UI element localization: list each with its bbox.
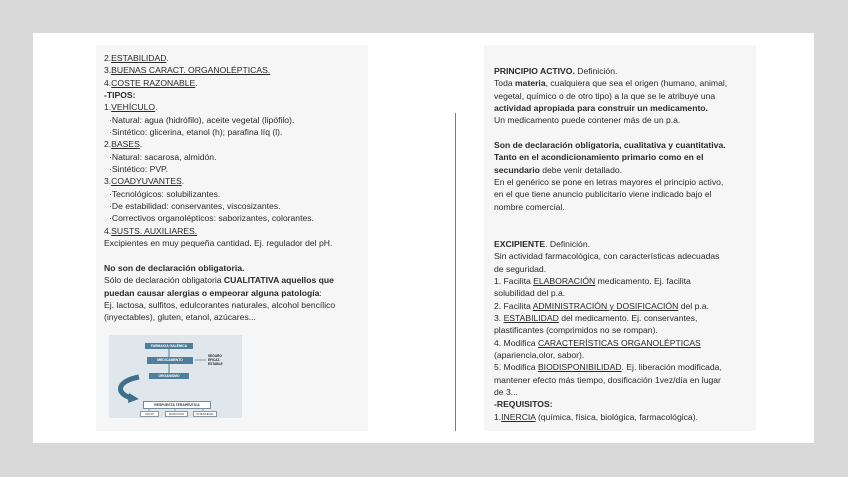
text-line xyxy=(494,151,727,163)
text-segment: ELABORACIÓN xyxy=(533,275,596,286)
text-line xyxy=(494,127,727,139)
text-segment: en el que tiene anuncio publicitario viene indicado bajo el xyxy=(494,189,712,200)
text-line xyxy=(494,250,727,262)
text-segment: Sólo de declaración obligatoria xyxy=(104,275,224,286)
text-segment: 2. xyxy=(104,139,112,150)
text-line xyxy=(104,163,335,175)
text-segment: 4. Modifica xyxy=(494,337,538,348)
diagram-seguro-label: SEGURO xyxy=(208,354,222,358)
text-line xyxy=(104,287,335,299)
text-line xyxy=(104,138,335,150)
text-line xyxy=(494,312,727,324)
text-segment: ·Tecnológicos: solubilizantes. xyxy=(109,188,221,199)
text-segment: ·Natural: sacarosa, almidón. xyxy=(109,151,217,162)
text-line xyxy=(494,411,727,423)
text-line xyxy=(494,176,727,188)
text-segment: 1. xyxy=(494,411,502,422)
right-note-card xyxy=(484,45,756,431)
text-segment: actividad apropiada para construir un medicamento. xyxy=(494,103,708,114)
text-segment: medicamento. Ej. facilita xyxy=(595,275,691,286)
text-segment: 2. xyxy=(104,53,112,63)
text-segment: 3. xyxy=(494,312,504,323)
text-line xyxy=(494,114,727,126)
text-line xyxy=(494,374,727,386)
text-segment: ADMINISTRACIÓN y DOSIFICACIÓN xyxy=(532,300,679,311)
text-line xyxy=(104,212,335,224)
text-segment: VEHÍCULO xyxy=(111,102,156,113)
text-segment: secundario xyxy=(494,164,540,175)
text-line xyxy=(494,275,727,287)
text-line xyxy=(104,262,335,274)
left-note-text xyxy=(104,52,335,324)
text-line xyxy=(104,126,335,138)
text-line xyxy=(104,101,335,113)
text-segment: . Ej. liberación modificada, xyxy=(621,362,722,373)
text-segment: (apariencia,olor, sabor). xyxy=(494,349,585,360)
diagram-respuesta-box: RESPUESTA TERAPÉUTICA xyxy=(143,401,211,409)
text-segment: 4. xyxy=(104,225,112,236)
text-segment: vegetal, químico o de otro tipo) a la que se le atribuye una xyxy=(494,90,716,101)
diagram-farmacia-box: FARMACIA GALÉNICA xyxy=(145,343,193,349)
text-segment: ·Sintético: PVP. xyxy=(109,164,169,175)
text-segment: ·Natural: agua (hidrófilo), aceite vegetal (lipófilo). xyxy=(109,114,295,125)
text-line xyxy=(494,102,727,114)
text-line xyxy=(104,250,335,262)
text-segment: solubilidad del p.a. xyxy=(494,288,566,299)
text-line xyxy=(104,237,335,249)
diagram-medicamento-box: MEDICAMENTO xyxy=(147,357,193,364)
text-segment: Sin actividad farmacológica, con características adecuadas xyxy=(494,251,720,262)
text-segment: de 3... xyxy=(494,386,518,397)
text-line xyxy=(494,90,727,102)
text-segment: No son de declaración obligatoria. xyxy=(104,262,245,273)
text-line xyxy=(104,299,335,311)
text-segment: Tanto en el acondicionamiento primario como en el xyxy=(494,152,704,163)
text-line xyxy=(494,287,727,299)
text-segment: BUENAS CARACT. ORGANOLÉPTICAS. xyxy=(111,65,271,76)
text-line xyxy=(104,64,335,76)
text-segment: nombre comercial. xyxy=(494,201,565,212)
text-line xyxy=(494,213,727,225)
text-line xyxy=(494,398,727,410)
text-segment: ·Sintético: glicerina, etanol (h); parafina líq (l). xyxy=(109,127,283,138)
text-line xyxy=(494,65,727,77)
farmacia-galenica-diagram xyxy=(109,335,242,418)
text-segment: ESTABILIDAD xyxy=(111,53,167,63)
text-line xyxy=(494,77,727,89)
text-line xyxy=(104,151,335,163)
right-note-text xyxy=(494,65,727,423)
text-line xyxy=(104,89,335,101)
diagram-inicio-box: INICIO xyxy=(140,411,159,417)
diagram-intensidad-box: INTENSIDAD xyxy=(193,411,217,417)
text-segment: (química, física, biológica, farmacológica). xyxy=(535,411,698,422)
diagram-duracion-box: DURACIÓN xyxy=(165,411,188,417)
diagram-estable-label: ESTABLE xyxy=(208,362,223,366)
text-line xyxy=(104,225,335,237)
text-segment: . Definición. xyxy=(545,238,591,249)
text-line xyxy=(494,188,727,200)
text-segment: Son de declaración obligatoria, cualitativa y cuantitativa. xyxy=(494,140,726,151)
text-segment: BASES xyxy=(111,139,140,150)
text-segment: CUALITATIVA aquellos que xyxy=(223,275,334,286)
text-segment: -REQUISITOS: xyxy=(494,399,553,410)
text-line xyxy=(104,52,335,64)
text-segment: 4. xyxy=(104,77,112,88)
text-line xyxy=(494,324,727,336)
text-segment: puedan causar alergias o empeorar alguna patología xyxy=(104,287,320,298)
text-segment: CARACTERÍSTICAS ORGANOLÉPTICAS xyxy=(537,337,701,348)
text-segment: . xyxy=(166,53,169,63)
text-segment: 3. xyxy=(104,65,112,76)
text-line xyxy=(104,77,335,89)
text-line xyxy=(494,201,727,213)
text-line xyxy=(104,188,335,200)
document-page xyxy=(33,33,814,443)
text-segment: . xyxy=(181,176,185,187)
text-segment: ESTABILIDAD xyxy=(503,312,559,323)
text-segment: . xyxy=(139,139,143,150)
text-line xyxy=(494,349,727,361)
text-segment: Un medicamento puede contener más de un p.a. xyxy=(494,115,681,126)
text-segment: , cualquiera que sea el origen (humano, animal, xyxy=(545,78,728,89)
text-line xyxy=(104,274,335,286)
text-line xyxy=(104,311,335,323)
text-line xyxy=(494,238,727,250)
text-segment: En el genérico se pone en letras mayores el principio activo, xyxy=(494,177,724,188)
text-segment: COSTE RAZONABLE xyxy=(111,77,196,88)
text-segment: PRINCIPIO ACTIVO. xyxy=(494,66,575,76)
text-segment: 3. xyxy=(104,176,112,187)
text-segment: INERCIA xyxy=(501,411,536,422)
text-segment: plastificantes (comprimidos no se rompan). xyxy=(494,325,658,336)
text-segment: BIODISPONIBILIDAD xyxy=(537,362,622,373)
text-line xyxy=(104,175,335,187)
text-segment: . xyxy=(195,77,198,88)
text-line xyxy=(494,263,727,275)
text-segment: debe venir detallado. xyxy=(539,164,623,175)
text-line xyxy=(494,337,727,349)
column-divider xyxy=(455,113,456,431)
text-segment: 1. Facilita xyxy=(494,275,534,286)
text-segment: de seguridad. xyxy=(494,263,547,274)
diagram-eficaz-label: EFICAZ xyxy=(208,358,220,362)
text-segment: : xyxy=(319,287,322,298)
text-line xyxy=(494,164,727,176)
text-line xyxy=(494,361,727,373)
text-segment: (inyectables), gluten, etanol, azúcares... xyxy=(104,312,256,323)
text-segment: COADYUVANTES xyxy=(111,176,182,187)
text-line xyxy=(494,300,727,312)
text-line xyxy=(494,386,727,398)
text-line xyxy=(494,225,727,237)
left-note-card xyxy=(96,45,368,431)
text-segment: ·De estabilidad: conservantes, viscosizantes. xyxy=(109,201,281,212)
text-segment: . xyxy=(155,102,158,113)
text-segment: Excipientes en muy pequeña cantidad. Ej. regulador del pH. xyxy=(104,238,333,249)
text-segment: Toda xyxy=(494,78,516,89)
text-segment: Definición. xyxy=(574,66,618,76)
text-segment: SUSTS. AUXILIARES. xyxy=(111,225,198,236)
text-segment: ·Correctivos organolépticos: saborizantes, colorantes. xyxy=(109,213,314,224)
text-segment: del p.a. xyxy=(678,300,709,311)
text-segment: 2. Facilita xyxy=(494,300,533,311)
text-segment: del medicamento. Ej. conservantes, xyxy=(558,312,698,323)
text-segment: materia xyxy=(515,78,546,89)
text-segment: -TIPOS: xyxy=(104,90,136,101)
text-line xyxy=(104,114,335,126)
text-segment: Ej. lactosa, sulfitos, edulcorantes naturales, alcohol bencílico xyxy=(104,299,336,310)
text-segment: mantener efecto más tiempo, dosificación 1vez/día en lugar xyxy=(494,374,721,385)
diagram-organismo-box: ORGANISMO xyxy=(149,373,189,379)
text-segment: EXCIPIENTE xyxy=(494,238,546,249)
text-segment: 5. Modifica xyxy=(494,362,538,373)
text-segment: 1. xyxy=(104,102,112,113)
text-line xyxy=(104,200,335,212)
text-line xyxy=(494,139,727,151)
